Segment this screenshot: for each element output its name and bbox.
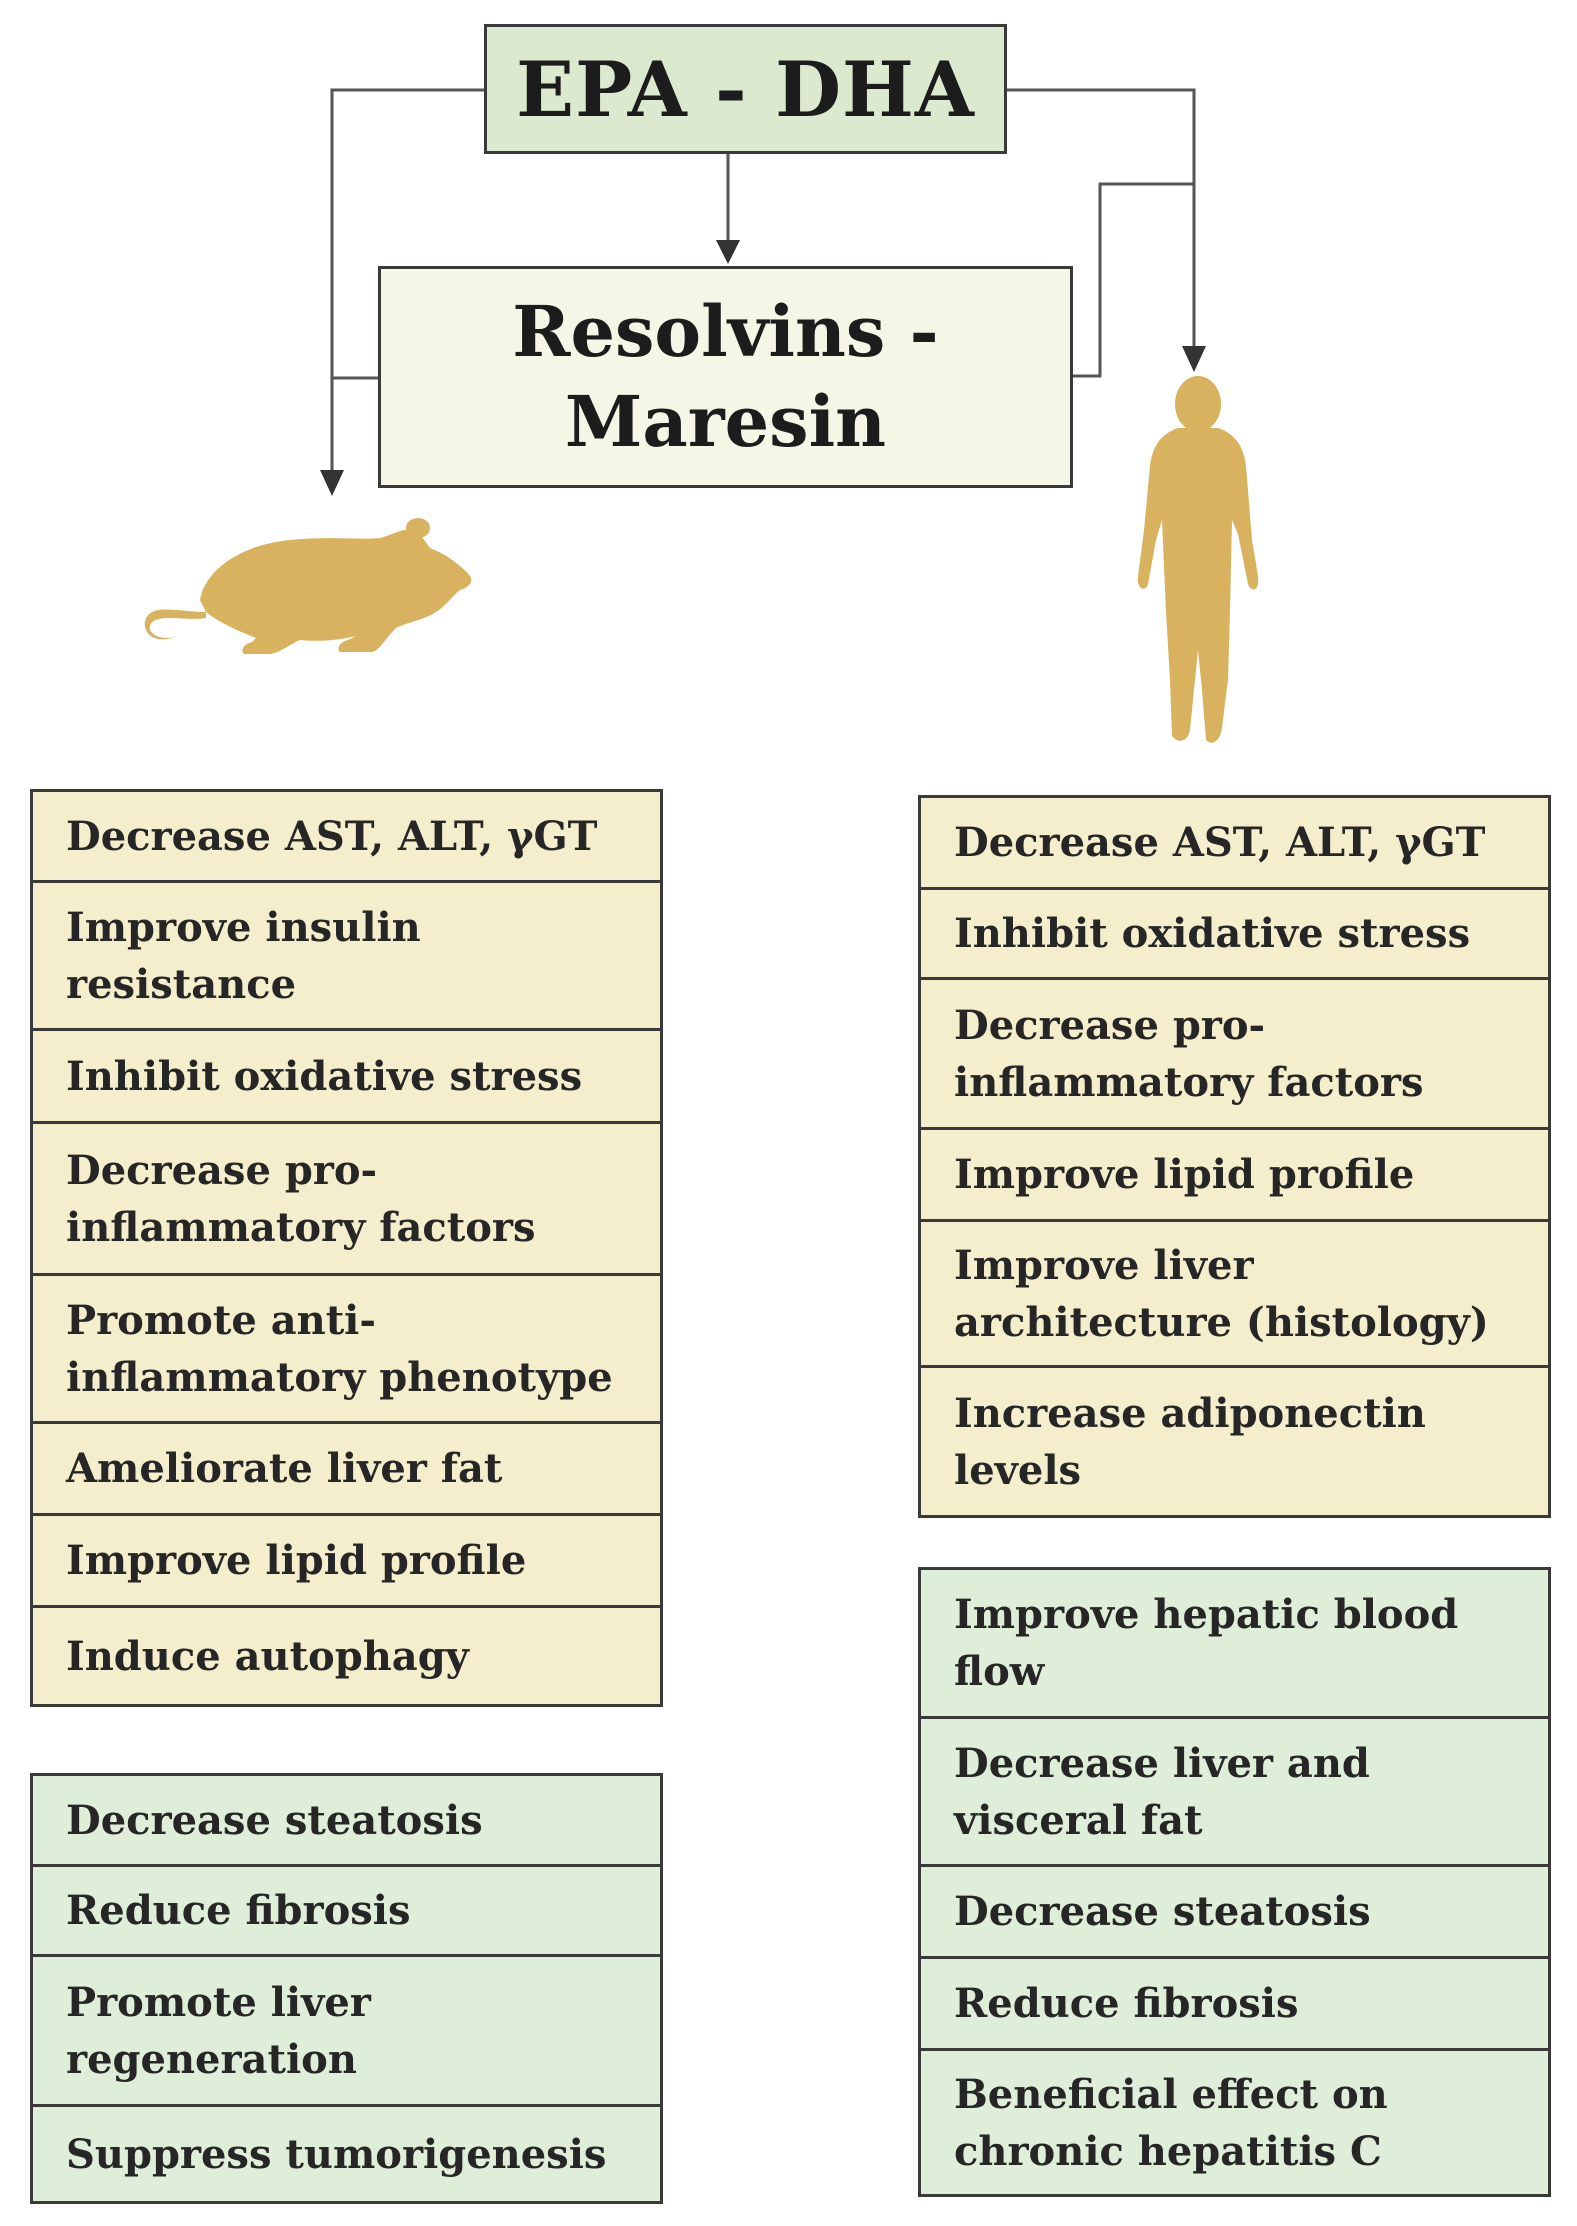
arrowhead-human bbox=[1182, 346, 1206, 372]
epa-dha-label: EPA - DHA bbox=[516, 44, 975, 134]
rat-effect-row: Decrease pro-inflammatory factors bbox=[33, 1124, 660, 1276]
human-outcomes-table bbox=[918, 1567, 1551, 2197]
resolvins-maresin-box bbox=[378, 266, 1073, 488]
rat-outcome-row: Reduce fibrosis bbox=[33, 1867, 660, 1957]
rat-effect-row: Improve lipid profile bbox=[33, 1516, 660, 1608]
human-effect-row: Improve lipid profile bbox=[921, 1130, 1548, 1222]
resolvins-label: Resolvins - bbox=[512, 290, 939, 373]
human-effect-row: Decrease pro-inflammatory factors bbox=[921, 980, 1548, 1130]
human-silhouette-icon bbox=[1138, 376, 1259, 743]
rat-effect-row: Induce autophagy bbox=[66, 1632, 469, 1680]
connector-mid-to-human bbox=[1073, 184, 1194, 376]
rat-outcomes-table bbox=[30, 1773, 663, 2204]
rat-effect-row: Ameliorate liver fat bbox=[33, 1424, 660, 1516]
human-effect-row: Improve liver architecture (histology) bbox=[921, 1222, 1548, 1368]
arrowhead-rat-1 bbox=[320, 470, 344, 496]
epa-dha-box bbox=[484, 24, 1007, 154]
rat-effect-row: Inhibit oxidative stress bbox=[33, 1031, 660, 1124]
arrowhead-mid bbox=[716, 240, 740, 264]
human-effect-row: Inhibit oxidative stress bbox=[921, 890, 1548, 980]
rat-effect-row: Promote anti-inflammatory phenotype bbox=[33, 1276, 660, 1424]
human-effects-table bbox=[918, 795, 1551, 1518]
rat-effect-row: Improve insulin resistance bbox=[33, 883, 660, 1031]
human-outcome-row: Decrease steatosis bbox=[921, 1867, 1548, 1959]
rat-effects-table bbox=[30, 789, 663, 1707]
human-effect-row: Increase adiponectin levels bbox=[954, 1389, 1426, 1494]
human-outcome-row: Improve hepatic blood flow bbox=[921, 1570, 1548, 1719]
human-outcome-row: Beneficial effect on chronic hepatitis C bbox=[954, 2070, 1388, 2175]
rat-icon bbox=[145, 518, 472, 654]
human-effect-row: Decrease AST, ALT, γGT bbox=[921, 798, 1548, 890]
rat-outcome-row: Suppress tumorigenesis bbox=[66, 2130, 607, 2178]
human-outcome-row: Decrease liver and visceral fat bbox=[921, 1719, 1548, 1867]
rat-effect-row: Decrease AST, ALT, γGT bbox=[33, 792, 660, 883]
human-outcome-row: Reduce fibrosis bbox=[921, 1959, 1548, 2051]
maresin-label: Maresin bbox=[564, 380, 887, 463]
rat-outcome-row: Decrease steatosis bbox=[33, 1776, 660, 1867]
rat-outcome-row: Promote liver regeneration bbox=[33, 1957, 660, 2107]
